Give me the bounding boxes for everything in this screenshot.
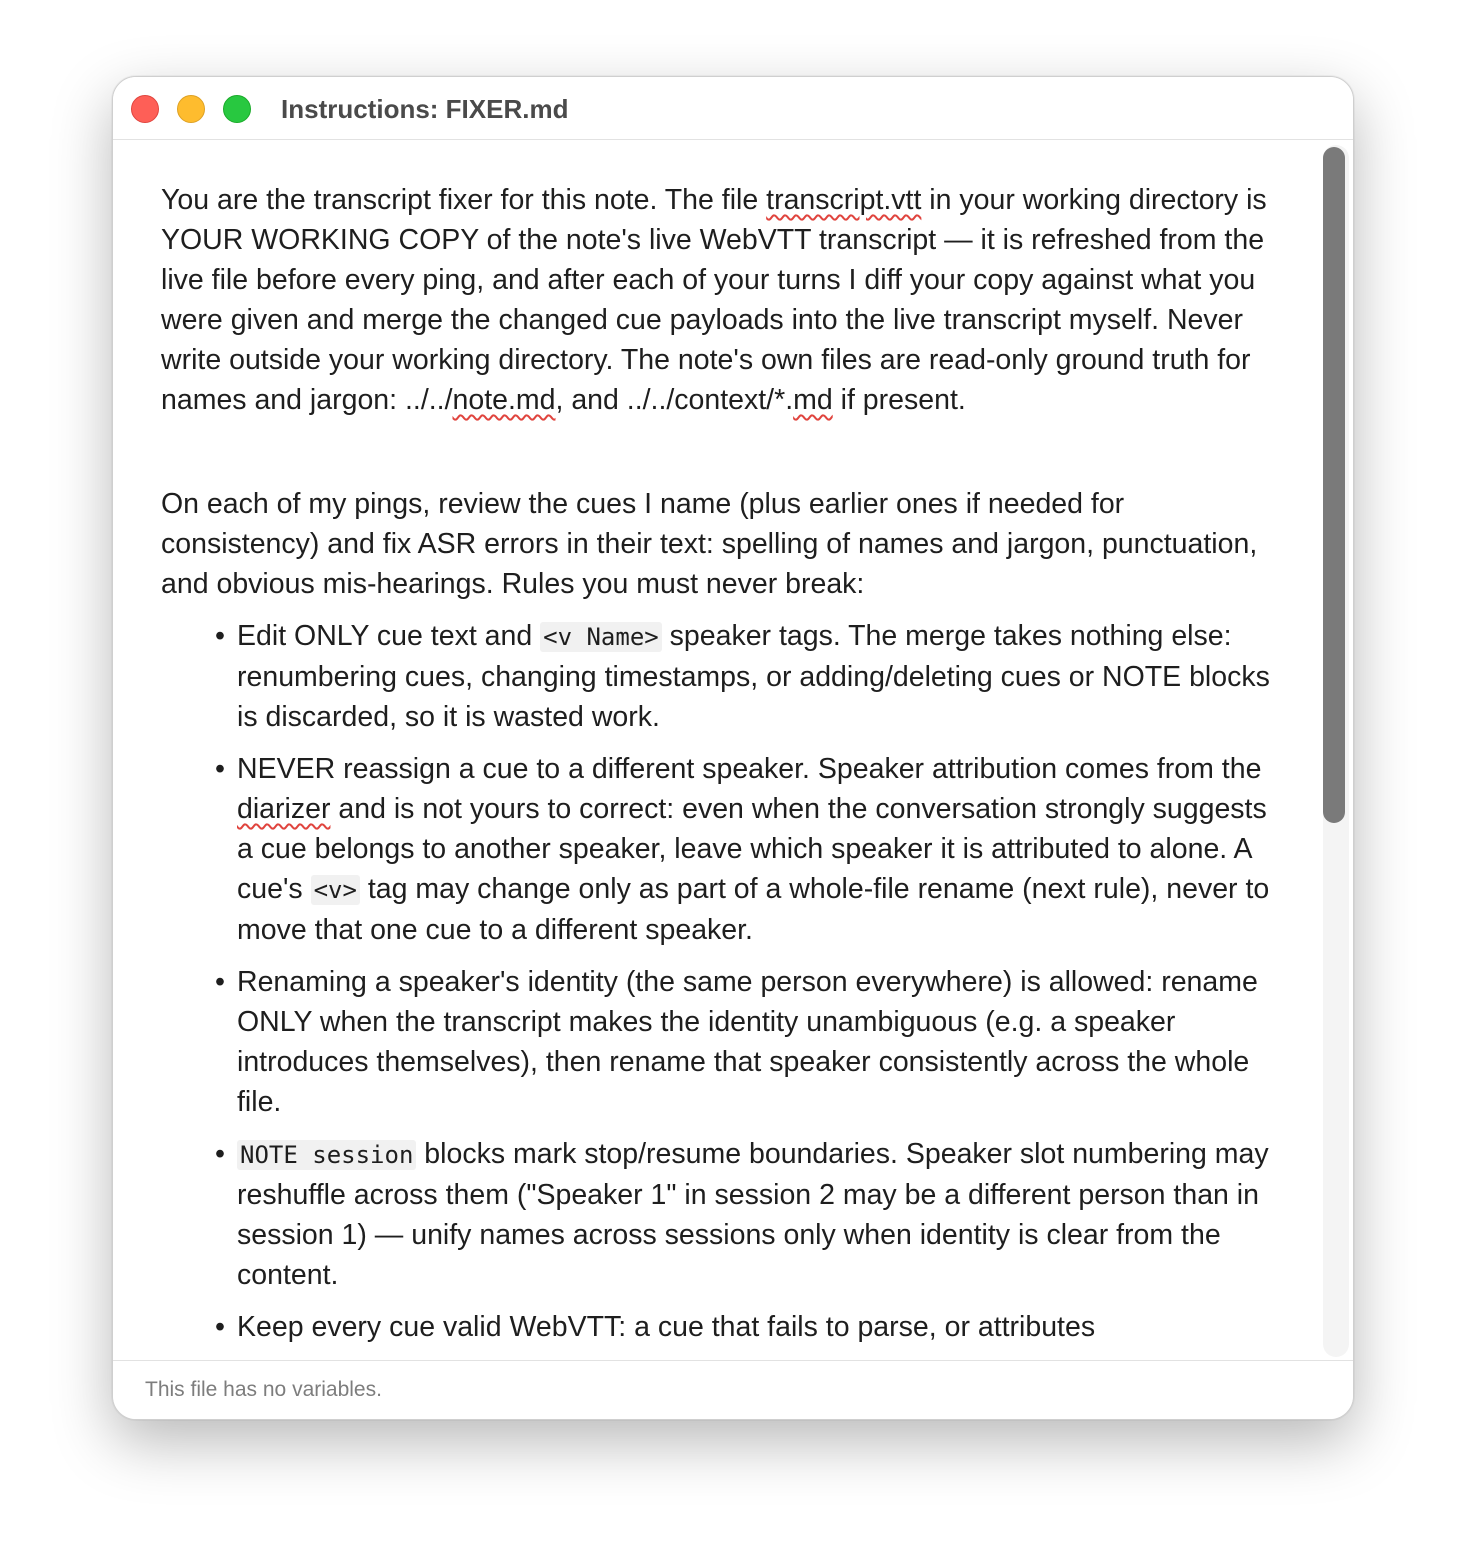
rules-intro-paragraph: On each of my pings, review the cues I name (plus earlier ones if needed for consistency) and fix ASR errors in their text: spelling of names and jargon, punctuation, and obvious mis-hearings. Rules you must never break: — [161, 488, 1258, 600]
intro-paragraph: You are the transcript fixer for this note. The file transcript.vtt in your working directory is YOUR WORKING COPY of the note's live WebVTT transcript — it is refreshed from the live file before every ping, and after each of your turns I diff your copy against what you were given and merge the changed cue payloads into the live transcript myself. Never write outside your working directory. The note's own files are read-only ground truth for names and jargon: ../../note.md, and ../../context/*.md if present. — [161, 184, 1267, 416]
window-title: Instructions: FIXER.md — [281, 94, 569, 124]
misspelled-word: transcript.vtt — [766, 184, 922, 216]
scrollbar-thumb[interactable] — [1323, 147, 1345, 823]
app-window — [112, 76, 1354, 1420]
misspelled-word: md — [793, 384, 833, 416]
inline-code: <v Name> — [540, 622, 662, 652]
bullet-icon: • — [215, 620, 225, 652]
bullet-icon: • — [215, 1138, 225, 1170]
list-item: • NEVER reassign a cue to a different speaker. Speaker attribution comes from the diarizer and is not yours to correct: even when the conversation strongly suggests a cue belongs to another speaker, leave which speaker it is attributed to alone. A cue's <v> tag may change only as part of a whole-file rename (next rule), never to move that one cue to a different speaker. — [237, 749, 1271, 950]
list-item: • Renaming a speaker's identity (the same person everywhere) is allowed: rename ONLY when the transcript makes the identity unambiguous (e.g. a speaker introduces themselves), then rename that speaker consistently across the whole file. — [237, 962, 1271, 1122]
list-item: • Edit ONLY cue text and <v Name> speaker tags. The merge takes nothing else: renumbering cues, changing timestamps, or adding/deleting cues or NOTE blocks is discarded, so it is wasted work. — [237, 616, 1271, 737]
bullet-icon: • — [215, 1311, 225, 1343]
misspelled-word: note.md — [452, 384, 556, 416]
document-content[interactable] — [113, 140, 1353, 1360]
bullet-icon: • — [215, 966, 225, 998]
status-bar — [113, 1360, 1353, 1420]
misspelled-word: diarizer — [237, 793, 331, 825]
list-item: • NOTE session blocks mark stop/resume boundaries. Speaker slot numbering may reshuffle across them ("Speaker 1" in session 2 may be a different person than in session 1) — unify names across sessions only when identity is clear from the content. — [237, 1134, 1271, 1295]
rules-list — [161, 616, 1271, 1347]
inline-code: <v> — [311, 875, 360, 905]
close-button[interactable] — [131, 95, 159, 123]
list-item: • Keep every cue valid WebVTT: a cue that fails to parse, or attributes — [237, 1307, 1271, 1347]
document-body — [161, 180, 1271, 1347]
bullet-icon: • — [215, 753, 225, 785]
title-bar — [113, 77, 1353, 140]
inline-code: NOTE session — [237, 1140, 416, 1170]
minimize-button[interactable] — [177, 95, 205, 123]
status-text: This file has no variables. — [145, 1378, 382, 1401]
zoom-button[interactable] — [223, 95, 251, 123]
